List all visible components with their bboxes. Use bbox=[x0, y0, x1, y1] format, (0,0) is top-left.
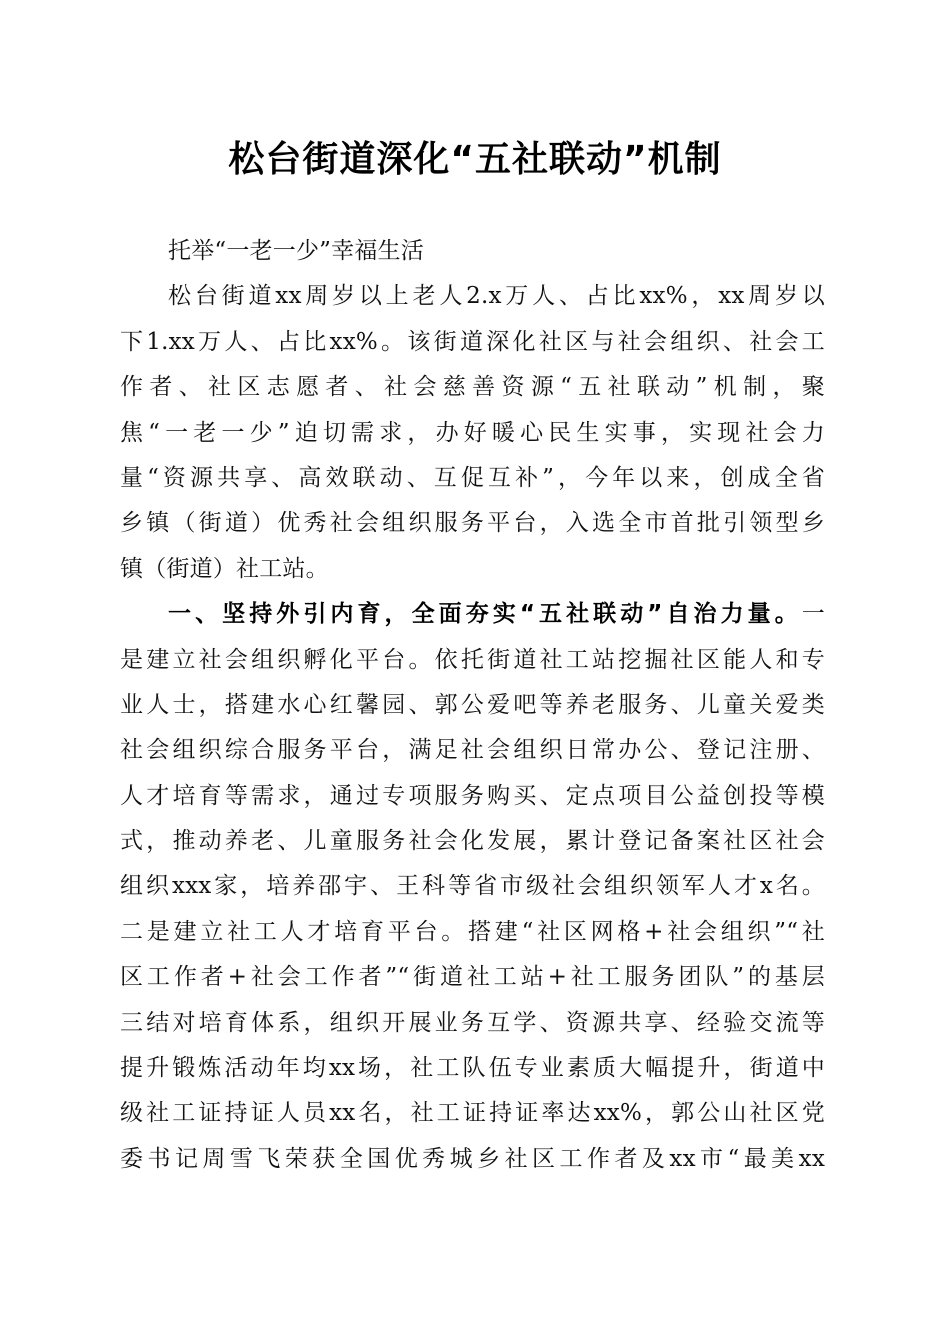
text-line: 社会组织综合服务平台，满足社会组织日常办公、登记注册、 bbox=[120, 737, 825, 764]
text-line: 三结对培育体系，组织开展业务互学、资源共享、经验交流等 bbox=[120, 1009, 825, 1036]
section-heading-tail: 一 bbox=[801, 601, 825, 628]
text-line: 区工作者+社会工作者”“街道社工站+社工服务团队”的基层 bbox=[120, 964, 825, 991]
text-line: 业人士，搭建水心红馨园、郭公爱吧等养老服务、儿童关爱类 bbox=[120, 691, 825, 718]
text-line: 式，推动养老、儿童服务社会化发展，累计登记备案社区社会 bbox=[120, 828, 825, 855]
text-line: 是建立社会组织孵化平台。依托街道社工站挖掘社区能人和专 bbox=[120, 646, 825, 673]
text-line: 量“资源共享、高效联动、互促互补”，今年以来，创成全省 bbox=[120, 464, 825, 491]
text-line: 提升锻炼活动年均xx场，社工队伍专业素质大幅提升，街道中 bbox=[120, 1055, 825, 1082]
text-line: 乡镇（街道）优秀社会组织服务平台，入选全市首批引领型乡 bbox=[120, 510, 825, 537]
document-body bbox=[120, 229, 825, 1182]
document-title: 松台街道深化“五社联动”机制 bbox=[228, 139, 722, 180]
text-line: 镇（街道）社工站。 bbox=[120, 555, 329, 582]
text-line: 下1.xx万人、占比xx%。该街道深化社区与社会组织、社会工 bbox=[120, 328, 825, 355]
text-line: 委书记周雪飞荣获全国优秀城乡社区工作者及xx市“最美xx bbox=[120, 1145, 825, 1172]
text-line: 级社工证持证人员xx名，社工证持证率达xx%，郭公山社区党 bbox=[120, 1100, 825, 1127]
text-line: 二是建立社工人才培育平台。搭建“社区网格+社会组织”“社 bbox=[120, 918, 825, 945]
text-line: 组织xxx家，培养邵宇、王科等省市级社会组织领军人才x名。 bbox=[120, 873, 825, 900]
section-heading-line bbox=[120, 592, 825, 637]
section-heading: 一、坚持外引内育，全面夯实“五社联动”自治力量。 bbox=[168, 601, 802, 628]
text-line: 作者、社区志愿者、社会慈善资源“五社联动”机制，聚 bbox=[120, 374, 825, 401]
text-line: 人才培育等需求，通过专项服务购买、定点项目公益创投等模 bbox=[120, 782, 825, 809]
text-line: 松台街道xx周岁以上老人2.x万人、占比xx%，xx周岁以 bbox=[168, 283, 825, 310]
paragraph-1 bbox=[120, 274, 825, 592]
subtitle-line: 托举“一老一少”幸福生活 bbox=[168, 238, 424, 264]
section-1 bbox=[120, 592, 825, 1182]
text-line: 焦“一老一少”迫切需求，办好暖心民生实事，实现社会力 bbox=[120, 419, 825, 446]
